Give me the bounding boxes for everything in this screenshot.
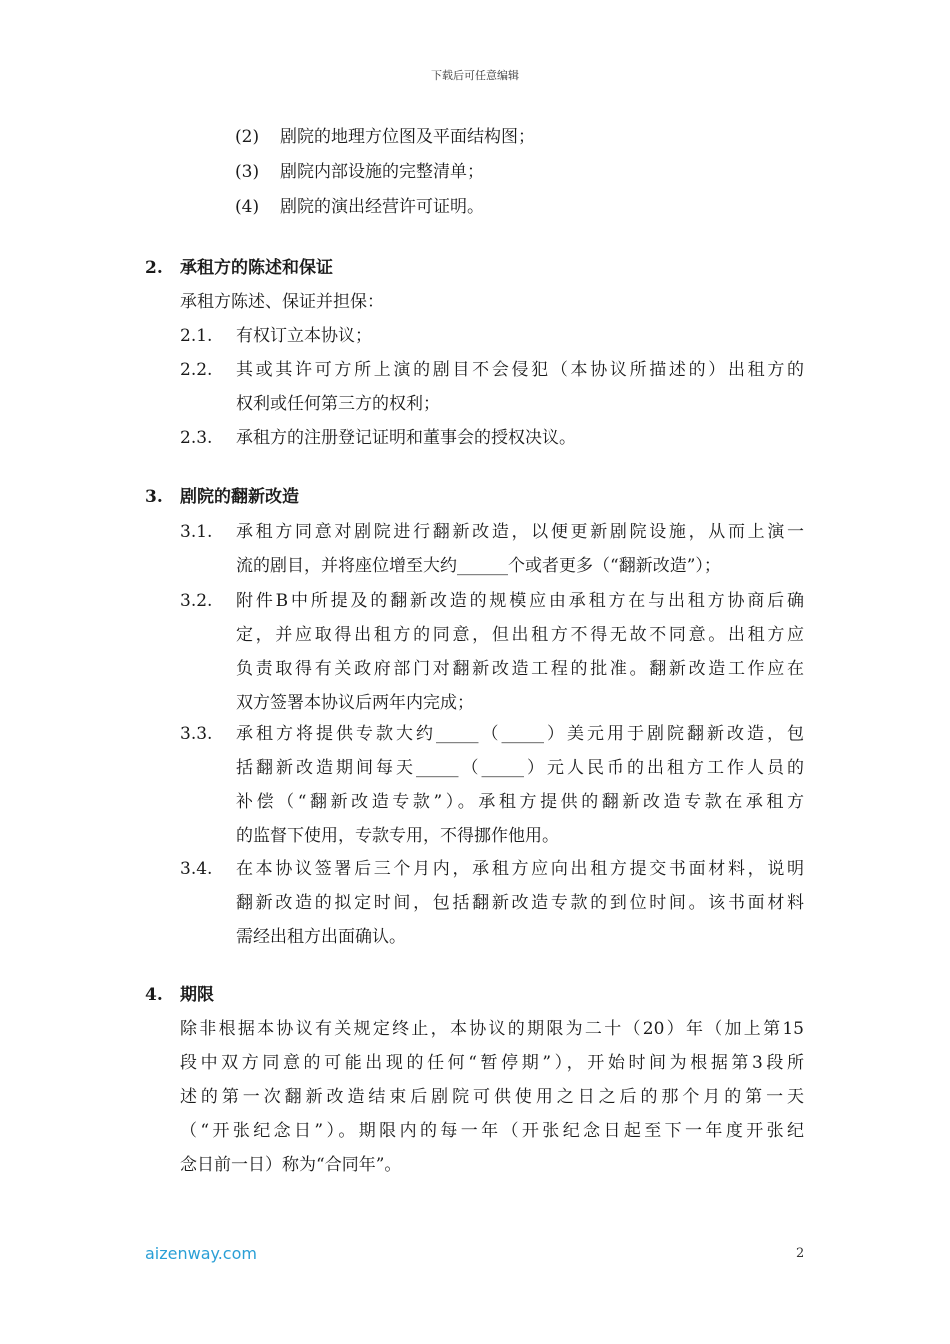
- page-number: 2: [796, 1246, 805, 1261]
- clause-text: 括翻新改造期间每天_____（_____）元人民币的出租方工作人员的: [236, 758, 804, 778]
- clause-text: 负责取得有关政府部门对翻新改造工程的批准。翻新改造工作应在: [236, 659, 804, 679]
- clause-text: 翻新改造的拟定时间，包括翻新改造专款的到位时间。该书面材料: [236, 893, 804, 913]
- clause-text: 需经出租方出面确认。: [236, 927, 406, 947]
- clause-text: 承租方将提供专款大约_____（_____）美元用于剧院翻新改造，包: [236, 724, 804, 744]
- footer-website-link[interactable]: aizenway.com: [145, 1244, 257, 1263]
- clause-text: 其或其许可方所上演的剧目不会侵犯（本协议所描述的）出租方的: [236, 360, 804, 380]
- clause-text: 有权订立本协议；: [236, 326, 372, 346]
- clause-number: 3.3.: [180, 724, 213, 744]
- clause-text: 定，并应取得出租方的同意，但出租方不得无故不同意。出租方应: [236, 625, 804, 645]
- clause-text: 权利或任何第三方的权利；: [236, 394, 440, 414]
- section-number: 4.: [145, 985, 163, 1005]
- clause-text: 承租方的注册登记证明和董事会的授权决议。: [236, 428, 576, 448]
- section-intro: 承租方陈述、保证并担保：: [180, 292, 384, 312]
- section-number: 2.: [145, 258, 163, 278]
- list-item-number: (2): [235, 127, 260, 147]
- clause-text: 的监督下使用，专款专用，不得挪作他用。: [236, 826, 559, 846]
- clause-text: 补偿（“翻新改造专款”）。承租方提供的翻新改造专款在承租方: [236, 792, 804, 812]
- clause-text: 承租方同意对剧院进行翻新改造，以便更新剧院设施，从而上演一: [236, 522, 804, 542]
- clause-text: 附件B中所提及的翻新改造的规模应由承租方在与出租方协商后确: [236, 591, 804, 611]
- paragraph-line: 段中双方同意的可能出现的任何“暂停期”），开始时间为根据第3段所: [180, 1053, 804, 1073]
- section-heading: 承租方的陈述和保证: [180, 258, 333, 278]
- list-item-text: 剧院内部设施的完整清单；: [280, 162, 484, 182]
- list-item-text: 剧院的地理方位图及平面结构图；: [280, 127, 535, 147]
- page-header: 下载后可任意编辑: [431, 69, 519, 82]
- clause-number: 3.1.: [180, 522, 213, 542]
- paragraph-line: 除非根据本协议有关规定终止，本协议的期限为二十（20）年（加上第15: [180, 1019, 804, 1039]
- list-item-number: (4): [235, 197, 260, 217]
- paragraph-line: 念日前一日）称为“合同年”。: [180, 1155, 402, 1175]
- list-item-number: (3): [235, 162, 260, 182]
- section-heading: 剧院的翻新改造: [180, 487, 299, 507]
- clause-number: 2.2.: [180, 360, 213, 380]
- paragraph-line: 述的第一次翻新改造结束后剧院可供使用之日之后的那个月的第一天: [180, 1087, 804, 1107]
- clause-number: 2.3.: [180, 428, 213, 448]
- list-item-text: 剧院的演出经营许可证明。: [280, 197, 484, 217]
- clause-number: 3.2.: [180, 591, 213, 611]
- clause-number: 3.4.: [180, 859, 213, 879]
- section-heading: 期限: [180, 985, 214, 1005]
- paragraph-line: （“开张纪念日”）。期限内的每一年（开张纪念日起至下一年度开张纪: [180, 1121, 804, 1141]
- clause-number: 2.1.: [180, 326, 213, 346]
- clause-text: 在本协议签署后三个月内，承租方应向出租方提交书面材料，说明: [236, 859, 804, 879]
- clause-text: 流的剧目，并将座位增至大约______个或者更多（“翻新改造”）；: [236, 556, 721, 576]
- section-number: 3.: [145, 487, 163, 507]
- clause-text: 双方签署本协议后两年内完成；: [236, 693, 474, 713]
